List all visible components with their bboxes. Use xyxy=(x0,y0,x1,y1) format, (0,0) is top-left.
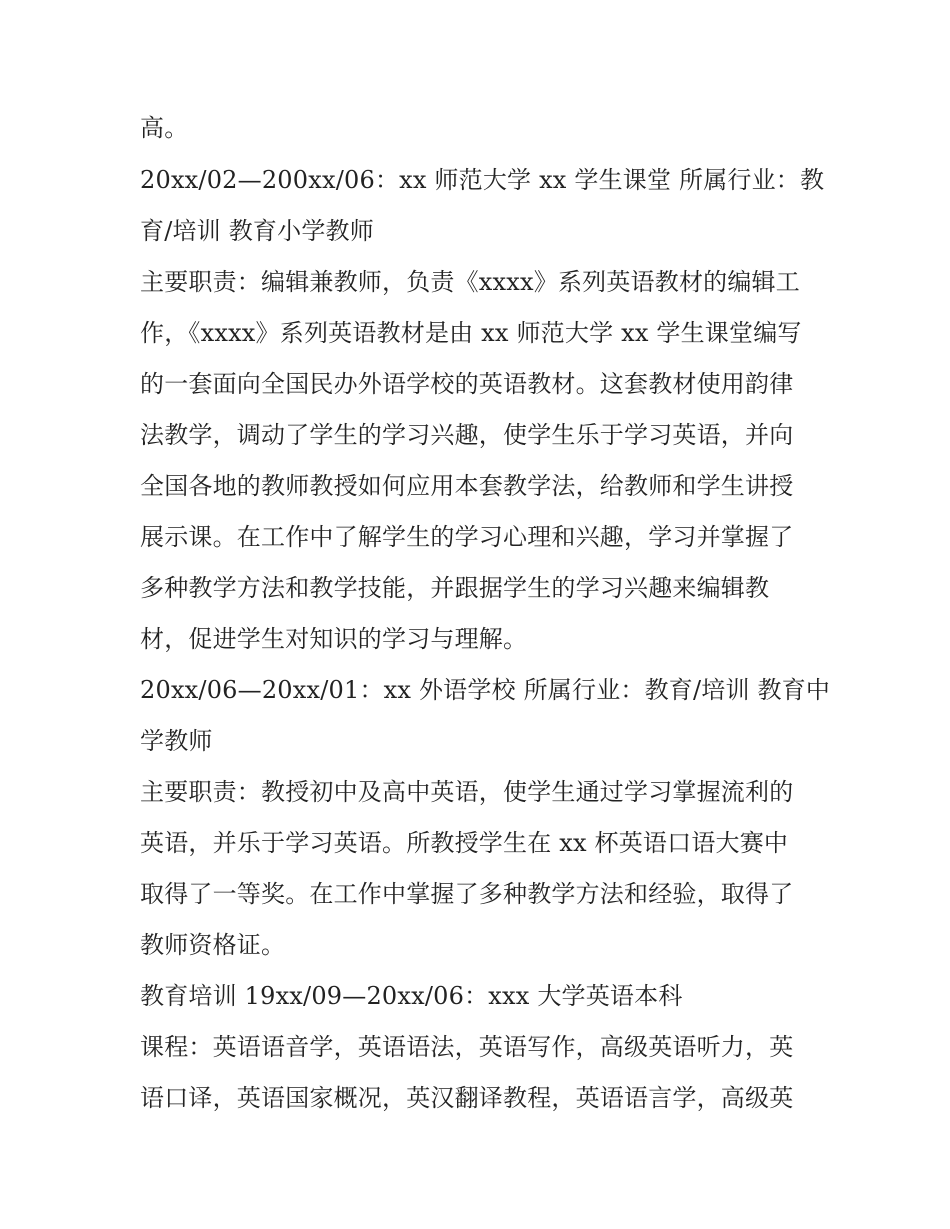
text-line: 法教学，调动了学生的学习兴趣，使学生乐于学习英语，并向 xyxy=(140,421,794,449)
text-line: 全国各地的教师教授如何应用本套教学法，给教师和学生讲授 xyxy=(140,472,794,500)
courses-paragraph: 课程：英语语音学，英语语法，英语写作，高级英语听力，英 xyxy=(140,1033,794,1061)
text-line: 的一套面向全国民办外语学校的英语教材。这套教材使用韵律 xyxy=(140,370,794,398)
responsibility-paragraph: 主要职责：编辑兼教师，负责《xxxx》系列英语教材的编辑工 xyxy=(140,268,800,296)
text-line: 英语，并乐于学习英语。所教授学生在 xx 杯英语口语大赛中 xyxy=(140,829,789,857)
text-line: 学教师 xyxy=(140,727,213,755)
responsibility-paragraph: 主要职责：教授初中及高中英语，使学生通过学习掌握流利的 xyxy=(140,778,794,806)
text-line: 材，促进学生对知识的学习与理解。 xyxy=(140,625,528,653)
text-line: 展示课。在工作中了解学生的学习心理和兴趣，学习并掌握了 xyxy=(140,523,794,551)
work-entry-heading: 20xx/06—20xx/01：xx 外语学校 所属行业：教育/培训 教育中 xyxy=(140,676,831,704)
work-entry-heading: 20xx/02—200xx/06：xx 师范大学 xx 学生课堂 所属行业：教 xyxy=(140,166,825,194)
text-line: 多种教学方法和教学技能，并跟据学生的学习兴趣来编辑教 xyxy=(140,574,770,602)
text-line: 取得了一等奖。在工作中掌握了多种教学方法和经验，取得了 xyxy=(140,880,794,908)
text-line: 语口译，英语国家概况，英汉翻译教程，英语语言学，高级英 xyxy=(140,1084,794,1112)
text-line: 高。 xyxy=(140,114,189,142)
text-line: 作，《xxxx》系列英语教材是由 xx 师范大学 xx 学生课堂编写 xyxy=(140,319,802,347)
text-line: 育/培训 教育小学教师 xyxy=(140,217,374,245)
text-line: 教师资格证。 xyxy=(140,931,286,959)
education-heading: 教育培训 19xx/09—20xx/06：xxx 大学英语本科 xyxy=(140,982,683,1010)
